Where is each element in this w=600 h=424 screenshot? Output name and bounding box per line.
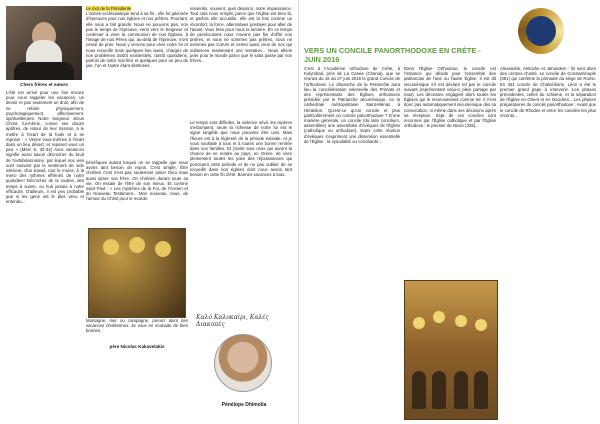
article-column-2: Dans l'Église Orthodoxe, le concile est l'instance qui décide pour l'ensemble des patriarcats de l'une ou l'autre Église. Il est dit œcuménique s'il est déclaré tel par le concile suivant (représentant celui-ci plein partage par tous). Les décisions engagent alors toutes les Églises qui le reconnaissent comme tel. Il n'est donc pas automatiquement œcuménique dès sa convocation, ni même dans ses décisions après sa réception. Sept de ces conciles sont reconnus par l'Église catholique et par l'Église orthodoxe : le premier de Nicée (325)... — [404, 66, 496, 129]
icon-image — [88, 228, 186, 318]
greek-greeting: Καλό Καλοκαίρι, Καλές Διακοπές — [196, 314, 269, 328]
portrait-caption: Chers frères et sœurs — [20, 82, 68, 87]
president-heading: Le mot de la Présidente — [86, 6, 132, 11]
priest-signature: père Nicolas Kakavelakis — [109, 344, 165, 349]
article-column-3: Alexandrie, Antioche et Jérusalem : ils sont alors des centres d'unité. Le concile de Constantinople (381) qui confirme la primauté du siège de Rome. En 451 concile de Chalcédoine, Léon a été le premier grand pape à intervenir. Les phases précédentes, celles du schisme, et la séparation de l'Église en Orient et en Occident... Les phases préparatoires du concile panorthodoxe : Avant que le concile de Rhodes et entre les conciles les plus récents... — [500, 66, 596, 118]
author-name: Pénélope Dhimoila — [221, 402, 267, 408]
right-column-text: ressentis, souvent, quel désarroi, notre impuissance. Tout cela nous remplit, parce que l'église est bien là, et parfois elle accueille, elle est la fois comme un réconfort, la force, alternatives positives pour aller de l'avant. Vous êtes pour nous la lumière. En ce temps de persécutions nous n'avons pas fini d'offrir nos prières, et nous ne sommes pas prêtres, nous ne sommes pas Cœurs et certes aussi ceux de nos qui subissons maintenant une tentation... Nous allons prier pour le monde parce que le salut passe par nos frères... — [190, 6, 292, 64]
holiday-wishes: Montagne, mer ou campagne, prenez alors des vacances chrétiennes. Je vous en souhaite de bien bonnes. — [86, 318, 188, 334]
council-icon-image — [404, 280, 498, 420]
priest-portrait — [6, 6, 82, 80]
article-column-1: C'est à l'Académie orthodoxe de Crète, à Kolymbari, près de La Canée (Chania), que se réunira du 16 au 27 juin 2016 le grand Concile de l'orthodoxie. Le dimanche de la Pentecôte aura lieu la concélébration solennelle des Primats et des représentants des Églises orthodoxes présidée par le Patriarche œcuménique, en la cathédrale métropolitaine Saint-Ménas à Héraklion. Qu'est-ce qu'un concile et plus particulièrement un concile panorthodoxe ? D'une manière générale, un concile (du latin concilium, assemblée) une assemblée d'évêques de l'Église (catholique ou orthodoxe). Dans cette réunion d'évêques s'expriment une dimension essentielle de l'Église : la synodalité ou conciliarité... — [304, 66, 400, 144]
article-title: VERS UN CONCILE PANORTHODOXE EN CRÈTE - JUIN 2016 — [304, 46, 481, 64]
president-text: L'année ecclésiastique tend à sa fin ; elle fut jalonnée d'épreuves pour nos églises et nos prêtres. Pourtant, elle nous a fait grandir. Nous ne pouvons pas, non pas le temps de l'épreuve, venir vers le Seigneur et continuer à vivre la communion de nos Églises, à l'image de nos Pères qui, au-delà de l'épreuve, n'ont cessé de prier. Nous y venons pour vivre notre foi et nous recueillir mais quelques fois aussi, chargés de nos problèmes tantôt existentiels, tantôt quotidiens, parfois de notre mal être et quelques pour un peu de joie, l'un et l'autre étant destinées. — [86, 11, 188, 69]
left-column-text: L'été est arrivé pour une fois encore pour nous rappeler les vacances, un devoir et pas seulement un droit, afin de ne refaire physiquement, psychologiquement, affectivement, spirituellement. Notre Seigneur Jésus Christ, lui-même, convie ses douze apôtres, de retour de leur mission, à le mettre à l'écart de la foule et à se reposer : « Venez vous-mêmes à l'écart dans un lieu désert, et reposez-vous un peu » (Marc 6, 30-34) Ainsi vacances signifie aussi savoir décrocher du bruit de l'exhibitionnisme, par lequel nos vies sont souvent par le sentiment de vide intérieur, d'un travail, tout le moins, à la merci des rythmes effrénés de notre quotidien! Décrocher de la routine, des temps à suivre, ou huit jamais à notre efficacité. D'ailleurs, il est peu probable que si les gens ont le plus vécu et entendu... — [6, 90, 84, 205]
right-column-text-2: Le temps sont difficiles, la violence sévit, les repères s'estompent, seule la richesse de notre foi est le signe tangible que nous pouvons être unis. Mais l'heure est à la légèreté de la période estivale, et je vous souhaite à tous et à toutes une bonne rentrée dans vos familles. Et j'invite tous ceux qui auront la chance de se rendre au pays, en Grèce, de vivre pleinement toutes les joies des réjouissances qui ponctuent cette période et de ne pas oublier de se recueillir dans nos églises dont nous avons tant besoin en cette fin d'été. Bonnes vacances à tous. — [190, 120, 292, 178]
center-column-text: bénéfiques autant torquoi on se rappelle que nous avons tant besoin de repos. C'est simple. Être chrétien c'est n'est pas seulement aimer Dieu mais aussi aimer son frère. On chrétien durant toute sa vie. On essaie de l'être de son mieux. Et comme saint Paul : « Les mystères de la Foi, de l'Ancien et du Nouveau Testament... Mon nouveau, nous, de l'amour du Christ pour le monde. — [86, 160, 188, 202]
author-photo — [214, 334, 272, 392]
president-word — [86, 6, 188, 156]
church-emblem — [488, 6, 594, 66]
